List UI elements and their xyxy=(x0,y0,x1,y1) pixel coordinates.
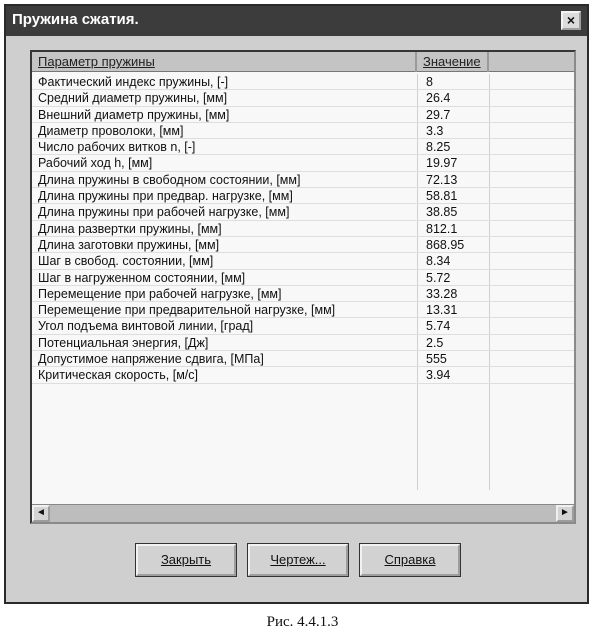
parameter-name: Критическая скорость, [м/с] xyxy=(38,368,198,383)
parameter-name: Длина пружины при предвар. нагрузке, [мм] xyxy=(38,189,293,204)
horizontal-scrollbar[interactable] xyxy=(32,504,574,522)
scroll-track[interactable] xyxy=(50,505,556,522)
parameter-name: Длина пружины в свободном состоянии, [мм] xyxy=(38,172,301,187)
empty-cell xyxy=(489,221,574,236)
parameter-value: 5.74 xyxy=(417,318,489,333)
table-row[interactable] xyxy=(32,155,574,171)
parameter-value: 868.95 xyxy=(417,237,489,252)
empty-cell xyxy=(489,318,574,333)
button-bar xyxy=(136,544,466,578)
parameter-name: Перемещение при рабочей нагрузке, [мм] xyxy=(38,286,282,301)
empty-cell xyxy=(489,123,574,138)
empty-cell xyxy=(489,107,574,122)
close-button[interactable]: Закрыть xyxy=(136,544,236,576)
parameter-name: Диаметр проволоки, [мм] xyxy=(38,123,184,138)
table-row[interactable] xyxy=(32,253,574,269)
table-row[interactable] xyxy=(32,107,574,123)
parameter-name: Внешний диаметр пружины, [мм] xyxy=(38,107,230,122)
parameter-value: 29.7 xyxy=(417,107,489,122)
parameter-value: 58.81 xyxy=(417,188,489,203)
table-row[interactable] xyxy=(32,172,574,188)
empty-cell xyxy=(489,74,574,89)
parameter-value: 13.31 xyxy=(417,302,489,317)
table-row[interactable] xyxy=(32,335,574,351)
parameter-name: Длина пружины при рабочей нагрузке, [мм] xyxy=(38,205,290,220)
table-row[interactable] xyxy=(32,286,574,302)
empty-cell xyxy=(489,188,574,203)
list-rows xyxy=(32,74,574,384)
empty-cell xyxy=(489,253,574,268)
empty-cell xyxy=(489,155,574,170)
parameter-name: Шаг в нагруженном состоянии, [мм] xyxy=(38,270,246,285)
empty-cell xyxy=(489,270,574,285)
table-row[interactable] xyxy=(32,139,574,155)
parameter-value: 33.28 xyxy=(417,286,489,301)
empty-cell xyxy=(489,351,574,366)
empty-cell xyxy=(489,172,574,187)
empty-cell xyxy=(489,302,574,317)
parameter-name: Потенциальная энергия, [Дж] xyxy=(38,335,209,350)
table-row[interactable] xyxy=(32,204,574,220)
parameter-value: 8 xyxy=(417,74,489,89)
table-row[interactable] xyxy=(32,351,574,367)
list-header xyxy=(32,52,574,72)
empty-cell xyxy=(489,286,574,301)
parameters-list xyxy=(30,50,576,524)
help-button[interactable]: Справка xyxy=(360,544,460,576)
parameter-value: 3.94 xyxy=(417,367,489,382)
scroll-left-icon[interactable]: ◄ xyxy=(32,505,50,522)
empty-cell xyxy=(489,139,574,154)
parameter-value: 19.97 xyxy=(417,155,489,170)
parameter-value: 3.3 xyxy=(417,123,489,138)
figure-caption: Рис. 4.4.1.3 xyxy=(266,614,339,630)
table-row[interactable] xyxy=(32,237,574,253)
parameter-value: 8.34 xyxy=(417,253,489,268)
drawing-button[interactable]: Чертеж... xyxy=(248,544,348,576)
parameter-name: Перемещение при предварительной нагрузке, [мм] xyxy=(38,303,336,318)
table-row[interactable] xyxy=(32,270,574,286)
table-row[interactable] xyxy=(32,123,574,139)
parameter-name: Фактический индекс пружины, [-] xyxy=(38,75,229,89)
spring-dialog-window xyxy=(4,4,589,604)
table-row[interactable] xyxy=(32,221,574,237)
parameter-name: Допустимое напряжение сдвига, [МПа] xyxy=(38,352,264,367)
window-title: Пружина сжатия. xyxy=(12,11,139,28)
empty-cell xyxy=(489,237,574,252)
table-row[interactable] xyxy=(32,74,574,90)
parameter-name: Шаг в свобод. состоянии, [мм] xyxy=(38,254,214,269)
parameter-name: Средний диаметр пружины, [мм] xyxy=(38,91,228,106)
table-row[interactable] xyxy=(32,188,574,204)
column-header-empty xyxy=(489,52,574,72)
parameter-name: Длина развертки пружины, [мм] xyxy=(38,221,222,236)
table-row[interactable] xyxy=(32,367,574,383)
parameter-value: 26.4 xyxy=(417,90,489,105)
parameter-value: 5.72 xyxy=(417,270,489,285)
parameter-name: Рабочий ход h, [мм] xyxy=(38,156,153,171)
table-row[interactable] xyxy=(32,318,574,334)
empty-cell xyxy=(489,204,574,219)
parameter-value: 2.5 xyxy=(417,335,489,350)
parameter-value: 555 xyxy=(417,351,489,366)
parameter-value: 38.85 xyxy=(417,204,489,219)
title-bar[interactable] xyxy=(6,6,587,36)
parameter-value: 72.13 xyxy=(417,172,489,187)
parameter-name: Угол подъема винтовой линии, [град] xyxy=(38,319,254,334)
scroll-right-icon[interactable]: ► xyxy=(556,505,574,522)
empty-cell xyxy=(489,90,574,105)
column-header-value[interactable]: Значение xyxy=(417,52,489,72)
close-icon[interactable]: × xyxy=(561,11,581,30)
table-row[interactable] xyxy=(32,90,574,106)
table-row[interactable] xyxy=(32,302,574,318)
parameter-value: 8.25 xyxy=(417,139,489,154)
parameter-name: Число рабочих витков n, [-] xyxy=(38,140,196,155)
parameter-name: Длина заготовки пружины, [мм] xyxy=(38,237,220,252)
empty-cell xyxy=(489,335,574,350)
column-header-parameter[interactable]: Параметр пружины xyxy=(32,52,417,72)
parameter-value: 812.1 xyxy=(417,221,489,236)
empty-cell xyxy=(489,367,574,382)
